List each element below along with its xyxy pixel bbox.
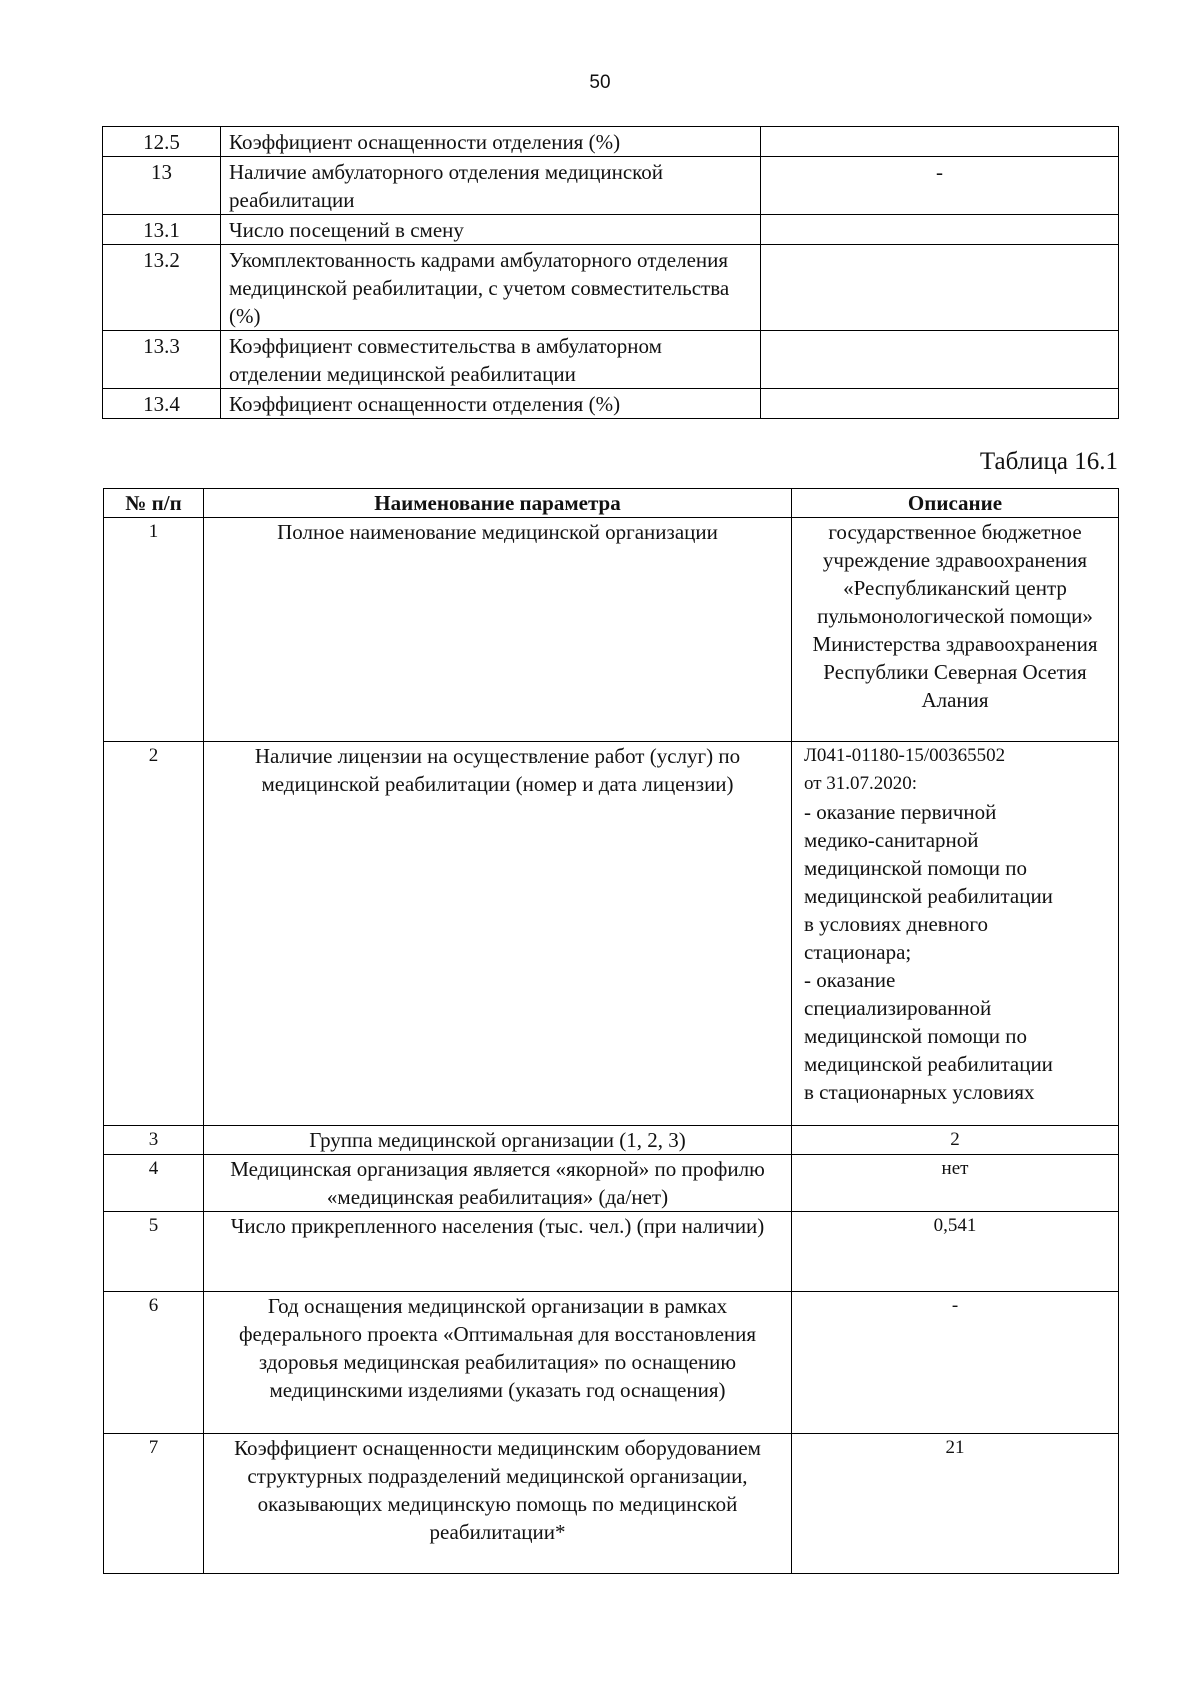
row-name: Укомплектованность кадрами амбулаторного отделения медицинской реабилитации, с учетом совместительства (%) — [221, 245, 761, 331]
desc-line: медицинской помощи по — [804, 856, 1027, 880]
row-number: 6 — [104, 1292, 204, 1434]
row-name: Коэффициент оснащенности отделения (%) — [221, 389, 761, 419]
row-value — [761, 331, 1119, 389]
desc-line: - оказание первичной — [804, 800, 997, 824]
row-number: 13.4 — [103, 389, 221, 419]
row-name: Наличие лицензии на осуществление работ (услуг) по медицинской реабилитации (номер и дата лицензии) — [204, 742, 792, 1126]
table-row — [104, 1155, 1119, 1212]
row-desc — [792, 742, 1119, 1126]
desc-line: в стационарных условиях — [804, 1080, 1035, 1104]
row-value — [761, 245, 1119, 331]
table-row — [103, 215, 1119, 245]
row-name: Группа медицинской организации (1, 2, 3) — [204, 1126, 792, 1155]
row-number: 13.2 — [103, 245, 221, 331]
top-table — [102, 126, 1119, 419]
header-name: Наименование параметра — [204, 489, 792, 518]
desc-line: специализированной — [804, 996, 992, 1020]
desc-line: в условиях дневного — [804, 912, 989, 936]
row-name: Коэффициент совместительства в амбулаторном отделении медицинской реабилитации — [221, 331, 761, 389]
table-row — [103, 127, 1119, 157]
row-name: Наличие амбулаторного отделения медицинской реабилитации — [221, 157, 761, 215]
row-number: 13.3 — [103, 331, 221, 389]
desc-line: медицинской помощи по — [804, 1024, 1027, 1048]
main-table — [103, 488, 1119, 1574]
desc-line: медицинской реабилитации — [804, 1052, 1053, 1076]
table-row — [103, 245, 1119, 331]
row-value — [761, 127, 1119, 157]
row-number: 13 — [103, 157, 221, 215]
desc-line: стационара; — [804, 940, 912, 964]
table-row — [104, 1212, 1119, 1292]
table-caption: Таблица 16.1 — [979, 448, 1118, 475]
table-row — [104, 742, 1119, 1126]
row-desc: государственное бюджетное учреждение здравоохранения «Республиканский центр пульмонологической помощи» Министерства здравоохранения Республики Северная Осетия Алания — [792, 518, 1119, 742]
table-row — [104, 1434, 1119, 1574]
row-name: Коэффициент оснащенности медицинским оборудованием структурных подразделений медицинской организации, оказывающих медицинскую помощь по медицинской реабилитации* — [204, 1434, 792, 1574]
row-name: Медицинская организация является «якорной» по профилю «медицинская реабилитация» (да/нет) — [204, 1155, 792, 1212]
row-value — [761, 215, 1119, 245]
row-desc: 21 — [792, 1434, 1119, 1574]
row-number: 12.5 — [103, 127, 221, 157]
table-row — [104, 1292, 1119, 1434]
row-number: 2 — [104, 742, 204, 1126]
desc-line: от 31.07.2020: — [804, 773, 918, 794]
row-desc: нет — [792, 1155, 1119, 1212]
row-number: 13.1 — [103, 215, 221, 245]
desc-line: - оказание — [804, 968, 896, 992]
desc-line: медико-санитарной — [804, 828, 979, 852]
row-number: 1 — [104, 518, 204, 742]
row-desc: 0,541 — [792, 1212, 1119, 1292]
row-number: 7 — [104, 1434, 204, 1574]
row-value: - — [761, 157, 1119, 215]
table-row — [103, 331, 1119, 389]
row-number: 3 — [104, 1126, 204, 1155]
row-value — [761, 389, 1119, 419]
row-desc: - — [792, 1292, 1119, 1434]
row-number: 4 — [104, 1155, 204, 1212]
header-num: № п/п — [104, 489, 204, 518]
page-number: 50 — [589, 72, 611, 93]
table-header-row — [104, 489, 1119, 518]
row-name: Число посещений в смену — [221, 215, 761, 245]
row-name: Число прикрепленного населения (тыс. чел.) (при наличии) — [204, 1212, 792, 1292]
row-number: 5 — [104, 1212, 204, 1292]
header-desc: Описание — [792, 489, 1119, 518]
row-name: Год оснащения медицинской организации в рамках федерального проекта «Оптимальная для восстановления здоровья медицинская реабилитация» по оснащению медицинскими изделиями (указать год оснащения) — [204, 1292, 792, 1434]
row-desc: 2 — [792, 1126, 1119, 1155]
table-row — [103, 157, 1119, 215]
row-name: Полное наименование медицинской организации — [204, 518, 792, 742]
desc-line: медицинской реабилитации — [804, 884, 1053, 908]
desc-line: Л041-01180-15/00365502 — [804, 745, 1006, 766]
table-row — [104, 1126, 1119, 1155]
row-name: Коэффициент оснащенности отделения (%) — [221, 127, 761, 157]
table-row — [103, 389, 1119, 419]
table-row — [104, 518, 1119, 742]
